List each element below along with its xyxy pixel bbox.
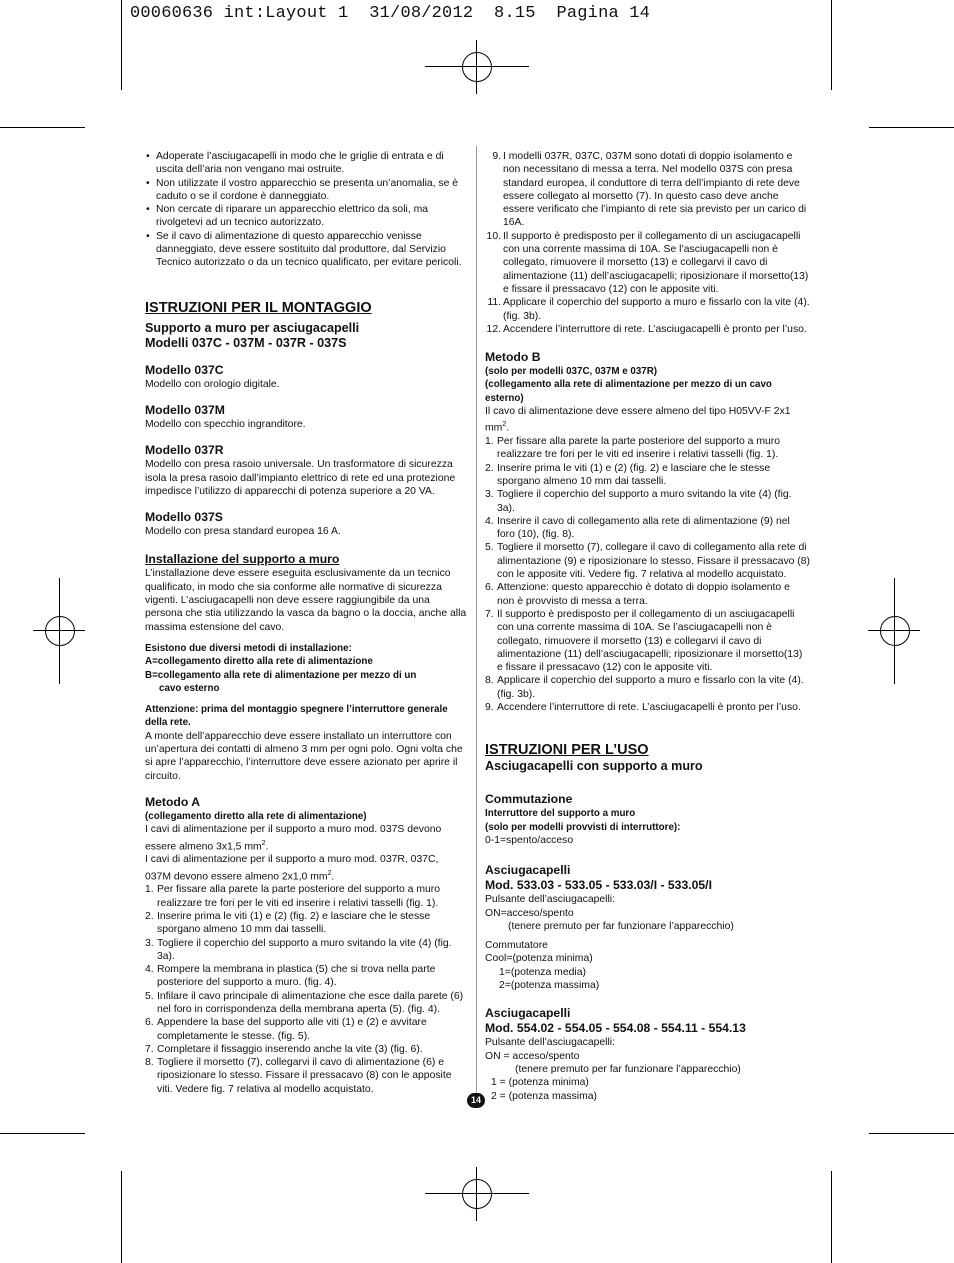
- heading-installazione: Installazione del supporto a muro: [145, 552, 340, 567]
- metodo-a-line: A=collegamento diretto alla rete di alimentazione: [145, 656, 373, 668]
- page-number: 14: [467, 1093, 485, 1108]
- list-item: • Se il cavo di alimentazione di questo apparecchio venisse danneggiato, deve essere sostituito dal produttore, dal Servizio Tecnico autorizzato o da un tecnico qualificato, per evitare pericoli.: [156, 230, 467, 270]
- text-037m: Modello con specchio ingranditore.: [145, 418, 306, 430]
- list-item: 10. Il supporto è predisposto per il collegamento di un asciugacapelli con una corrente massima di 10A. Se l’asciugacapelli non è collegato, rimuovere il morsetto (13) e collegarvi il cavo di alimentazione (11) dell’asciugacapelli; riposizionare il morsetto(13) e fissare il pressacavo (12) con le apposite viti.: [486, 230, 809, 295]
- registration-circle: [462, 1179, 492, 1209]
- crop-mark: [121, 1171, 122, 1263]
- list-item: 2. Inserire prima le viti (1) e (2) (fig. 2) e lasciare che le stesse sporgano almeno 10 mm dai tasselli.: [145, 910, 431, 936]
- list-item: 7. Completare il fissaggio inserendo anche la vite (3) (fig. 6).: [145, 1043, 423, 1055]
- cavi-037rcm: I cavi di alimentazione per il supporto a muro mod. 037R, 037C, 037M devono essere almeno 2x1,0 $mm^2$.: [145, 854, 439, 883]
- list-item: 6. Appendere la base del supporto alle viti (1) e (2) e avvitare completamente le stesse. (fig. 5).: [145, 1017, 427, 1042]
- heading-037s: Modello 037S: [145, 510, 223, 525]
- heading-037r: Modello 037R: [145, 443, 224, 458]
- text-line: ON = acceso/spento: [485, 1050, 580, 1062]
- metodo-b-line: B=collegamento alla rete di alimentazione per mezzo di un: [145, 669, 417, 681]
- text-line: Commutatore: [485, 940, 548, 952]
- attenzione-text: A monte dell’apparecchio deve essere installato un interruttore con un’apertura dei contatti di almeno 3 mm per ogni polo. Ogni volta che si apre l’apparecchio, l’interruttore deve essere azionato per aprire il circuito.: [145, 730, 463, 782]
- list-item: 8. Togliere il morsetto (7), collegarvi il cavo di alimentazione (6) e riposizionare lo stesso. Fissare il pressacavo (8) con le apposite viti. Vedere fig. 7 relativa al modello acquistato.: [145, 1057, 452, 1095]
- subtitle-supporto: Supporto a muro per asciugacapelli: [145, 320, 360, 335]
- commutazione-text: 0-1=spento/acceso: [485, 834, 574, 846]
- text-line: 1 = (potenza minima): [491, 1077, 589, 1089]
- list-item: 3. Togliere il coperchio del supporto a muro svitando la vite (4) (fig. 3a).: [485, 489, 792, 514]
- right-column: [485, 150, 810, 1103]
- heading-asciugacapelli-1: Asciugacapelli: [485, 863, 571, 878]
- list-item: 8. Applicare il coperchio del supporto a muro e fissarlo con la vite (4). (fig. 3b).: [485, 675, 804, 700]
- metodi-intro: Esistono due diversi metodi di installazione:: [145, 642, 352, 654]
- heading-commutazione: Commutazione: [485, 792, 573, 807]
- text-line: 2=(potenza massima): [499, 980, 600, 992]
- list-item: • Non utilizzate il vostro apparecchio se presenta un’anomalia, se è caduto o se il cordone è danneggiato.: [156, 177, 467, 204]
- list-item: 1. Per fissare alla parete la parte posteriore del supporto a muro realizzare tre fori per le viti ed inserire i relativi tasselli (fig. 1).: [485, 436, 781, 461]
- text-line: Pulsante dell’asciugacapelli:: [485, 894, 615, 906]
- list-item: 3. Togliere il coperchio del supporto a muro svitando la vite (4) (fig. 3a).: [145, 937, 452, 962]
- commutazione-bold1: Interruttore del supporto a muro: [485, 808, 636, 820]
- list-item: 9. Accendere l’interruttore di rete. L’asciugacapelli è pronto per l’uso.: [485, 702, 801, 714]
- left-column: [145, 150, 467, 1096]
- attenzione-bold: Attenzione: prima del montaggio spegnere l’interruttore generale della rete.: [145, 704, 448, 729]
- text-037c: Modello con orologio digitale.: [145, 378, 280, 390]
- list-item: 6. Attenzione: questo apparecchio è dotato di doppio isolamento e non è provvisto di messa a terra.: [485, 582, 790, 607]
- steps-metodo-a: [145, 883, 467, 1096]
- metodo-b-sub2: (collegamento alla rete di alimentazione per mezzo di un cavo esterno): [485, 379, 772, 404]
- list-item: 7. Il supporto è predisposto per il collegamento di un asciugacapelli con una corrente massima di 10A. Se l’asciugacapelli non è collegato, rimuovere il morsetto (13) e collegarvi il cavo di alimentazione (11) dell’asciugacapelli; riposizionare il morsetto(13) e fissare il pressacavo (12) con le apposite viti.: [485, 608, 803, 674]
- list-item: 12. Accendere l’interruttore di rete. L’asciugacapelli è pronto per l’uso.: [486, 323, 807, 335]
- metodo-b-sub1: (solo per modelli 037C, 037M e 037R): [485, 366, 658, 378]
- text-line: ON=acceso/spento: [485, 907, 574, 919]
- models-asciugacapelli-1: Mod. 533.03 - 533.05 - 533.03/I - 533.05/I: [485, 878, 712, 893]
- subtitle-modelli: Modelli 037C - 037M - 037R - 037S: [145, 335, 347, 350]
- heading-037m: Modello 037M: [145, 402, 225, 417]
- list-item: • Adoperate l’asciugacapelli in modo che le griglie di entrata e di uscita dell’aria non vengano mai ostruite.: [156, 150, 467, 177]
- text-installazione: L’installazione deve essere eseguita esclusivamente da un tecnico qualificato, in modo che sia conforme alle normative di sicurezza vigenti. L’asciugacapelli non deve essere raggiungibile da una persona che stia utilizzando la vasca da bagno o la doccia, anche alla massima estensione del cavo.: [145, 568, 467, 633]
- list-item: 9. I modelli 037R, 037C, 037M sono dotati di doppio isolamento e non necessitano di messa a terra. Nel modello 037S con presa standard europea, il conduttore di terra dell’impianto di rete deve essere collegato al morsetto (7). In questo caso deve anche essere verificato che l’impianto di rete sia previsto per un carico di 16A.: [492, 151, 807, 229]
- heading-037c: Modello 037C: [145, 362, 224, 377]
- section-title-montaggio: ISTRUZIONI PER IL MONTAGGIO: [145, 299, 372, 316]
- text-037s: Modello con presa standard europea 16 A.: [145, 526, 341, 538]
- heading-metodo-b: Metodo B: [485, 350, 541, 365]
- crop-mark: [869, 1133, 954, 1134]
- text-line: Pulsante dell’asciugacapelli:: [485, 1037, 615, 1049]
- column-divider: [476, 146, 477, 1101]
- crop-mark: [831, 0, 832, 90]
- commutazione-bold2: (solo per modelli provvisti di interruttore):: [485, 821, 681, 833]
- heading-metodo-a: Metodo A: [145, 794, 201, 809]
- text-037r: Modello con presa rasoio universale. Un trasformatore di sicurezza isola la presa rasoio dall’impianto elettrico di rete ed una protezione impedisce l’utilizzo di apparecchi di potenza superiore a 20 VA.: [145, 459, 456, 497]
- metodo-a-subtitle: (collegamento diretto alla rete di alimentazione): [145, 810, 367, 822]
- subtitle-uso: Asciugacapelli con supporto a muro: [485, 759, 703, 774]
- metodo-b-line-cont: cavo esterno: [159, 682, 220, 694]
- crop-mark: [121, 0, 122, 90]
- steps-metodo-a-cont: [485, 150, 810, 336]
- text-line: 2 = (potenza massima): [491, 1090, 597, 1102]
- list-item: • Non cercate di riparare un apparecchio elettrico da soli, ma rivolgetevi ad un tecnico autorizzato.: [156, 203, 467, 230]
- registration-circle: [880, 616, 910, 646]
- steps-metodo-b: [485, 435, 810, 714]
- text-line: (tenere premuto per far funzionare l’apparecchio): [515, 1063, 741, 1075]
- registration-circle: [462, 52, 492, 82]
- models-asciugacapelli-2: Mod. 554.02 - 554.05 - 554.08 - 554.11 - 554.13: [485, 1021, 746, 1036]
- print-slug: 00060636 int:Layout 1 31/08/2012 8.15 Pagina 14: [130, 4, 651, 23]
- cavi-037s: I cavi di alimentazione per il supporto a muro mod. 037S devono essere almeno 3x1,5 $mm^2$.: [145, 824, 442, 852]
- registration-circle: [45, 616, 75, 646]
- safety-bullets: [145, 150, 467, 270]
- crop-mark: [869, 127, 954, 128]
- heading-asciugacapelli-2: Asciugacapelli: [485, 1006, 571, 1021]
- list-item: 4. Rompere la membrana in plastica (5) che si trova nella parte posteriore del supporto a muro. (fig. 4).: [145, 964, 436, 989]
- list-item: 5. Infilare il cavo principale di alimentazione che esce dalla parete (6) nel foro in corrispondenza della membrana aperta (5). (fig. 4).: [145, 990, 464, 1015]
- section-title-uso: ISTRUZIONI PER L’USO: [485, 742, 649, 759]
- crop-mark: [831, 1171, 832, 1263]
- metodo-b-cavo: Il cavo di alimentazione deve essere almeno del tipo H05VV-F 2x1 $mm^2$.: [485, 406, 791, 434]
- text-line: (tenere premuto per far funzionare l’apparecchio): [508, 920, 734, 932]
- list-item: 5. Togliere il morsetto (7), collegare il cavo di collegamento alla rete di alimentazione (9) e riposizionare lo stesso. Fissare il pressacavo (8) con le apposite viti. Vedere fig. 7 relativa al modello acquistato.: [485, 542, 811, 581]
- crop-mark: [0, 1133, 85, 1134]
- list-item: 2. Inserire prima le viti (1) e (2) (fig. 2) e lasciare che le stesse sporgano almeno 10 mm dai tasselli.: [485, 462, 771, 487]
- list-item: 4. Inserire il cavo di collegamento alla rete di alimentazione (9) nel foro (10), (fig. 8).: [485, 515, 790, 541]
- text-line: 1=(potenza media): [499, 966, 586, 978]
- list-item: 11. Applicare il coperchio del supporto a muro e fissarlo con la vite (4). (fig. 3b).: [487, 297, 810, 322]
- crop-mark: [0, 127, 85, 128]
- list-item: 1. Per fissare alla parete la parte posteriore del supporto a muro realizzare tre fori per le viti ed inserire i relativi tasselli (fig. 1).: [145, 884, 441, 909]
- text-line: Cool=(potenza minima): [485, 953, 593, 965]
